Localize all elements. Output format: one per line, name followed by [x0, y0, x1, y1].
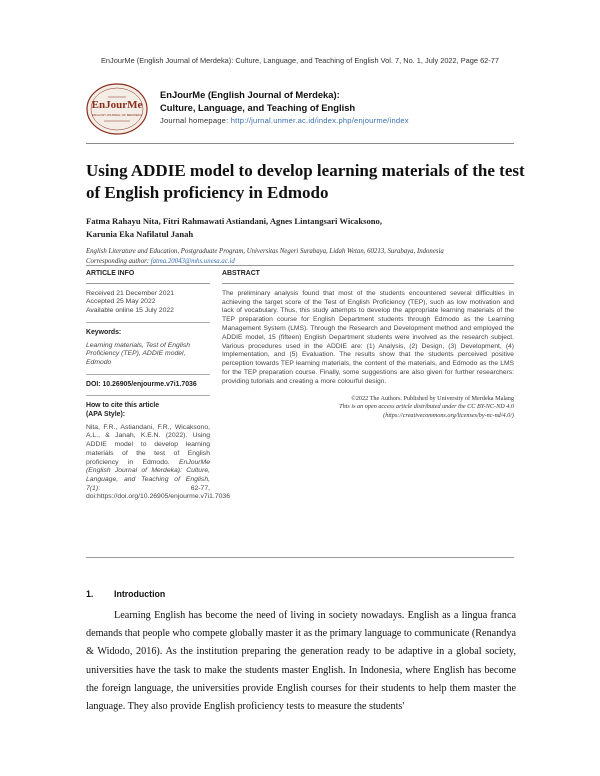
masthead — [86, 83, 526, 139]
divider — [86, 322, 210, 323]
author-list — [86, 215, 526, 240]
paper-title: Using ADDIE model to develop learning materials of the test of English proficiency in Edmodo — [86, 161, 525, 202]
corresponding-email-link[interactable]: fatma.20043@mhs.unesa.ac.id — [150, 257, 235, 265]
abstract-heading: ABSTRACT — [222, 270, 514, 284]
journal-name-line1: EnJourMe (English Journal of Merdeka): — [160, 89, 340, 100]
license-url[interactable]: (https://creativecommons.org/licenses/by-nc-nd/4.0/) — [383, 411, 514, 419]
copyright-line: ©2022 The Authors. Published by University of Merdeka Malang — [351, 394, 514, 402]
citation-journal: EnJourMe (English Journal of Merdeka): Culture, Language, and Teaching of English, 7(1) — [86, 458, 210, 492]
section-number: 1. — [86, 589, 94, 599]
homepage-label: Journal homepage: — [160, 116, 229, 125]
citation-plain: Nita, F.R., Astiandani, F.R., Wicaksono, A.L., & Janah, K.E.N. (2022). Using ADDIE model to develop learning materials of the test of English proficiency in Edmodo. — [86, 423, 210, 466]
online-date: Available online 15 July 2022 — [86, 307, 174, 315]
divider — [86, 374, 210, 375]
abstract-text: The preliminary analysis found that most of the students encountered several difficulties in achieving the target score of the Test of English Proficiency (TEP), such as low motivation and lack of vocabulary. Thus, this study attempts to develop the appropriate learning materials of the TEP preparation course for English Department students through Edmodo as the Learning Management System (LMS). Through the Research and Development method and employed the ADDIE model, 15 (fifteen) English Department students were involved as the research subject. Various procedures used in the ADDIE are: (1) Analysis, (2) Design, (3) Development, (4) Implementation, and (5) Evaluation. The results show that the students perceived positive perception towards TEP learning materials, the content of the materials, and Edmodo as the LMS for the TEP preparation course. Finally, some suggestions are also given for further researchers: providing tutorials and creating a more colourful design. — [222, 289, 514, 385]
running-head: EnJourMe (English Journal of Merdeka): Culture, Language, and Teaching of English Vol. 7, No. 1, July 2022, Page 62-77 — [101, 56, 499, 65]
citation — [86, 423, 230, 502]
section-divider — [86, 265, 514, 266]
logo-text: EnJourMe — [91, 99, 143, 111]
journal-name-line2: Culture, Language, and Teaching of English — [160, 101, 356, 113]
authors-line1: Fatma Rahayu Nita, Fitri Rahmawati Astiandani, Agnes Lintangsari Wicaksono, — [86, 216, 382, 226]
cite-heading-2: (APA Style): — [86, 411, 126, 419]
keywords: Learning materials, Test of English Proficiency (TEP), ADDIE model, Edmodo — [86, 341, 191, 366]
header-divider — [86, 143, 514, 144]
accepted-date: Accepted 25 May 2022 — [86, 298, 156, 306]
authors-line2: Karunia Eka Nafilatul Janah — [86, 228, 194, 239]
abstract-column — [222, 270, 514, 420]
keywords-heading: Keywords: — [86, 328, 122, 336]
section-title: Introduction — [114, 589, 166, 599]
divider — [86, 395, 210, 396]
license-line: This is an open access article distributed under the CC BY-NC-ND 4.0 — [339, 403, 514, 411]
journal-homepage — [160, 116, 409, 125]
citation-tail: : 62-77, doi:https://doi.org/10.26905/enjourme.v7i1.7036 — [86, 484, 230, 501]
doi[interactable]: DOI: 10.26905/enjourme.v7i1.7036 — [86, 380, 197, 388]
article-info-column — [86, 270, 230, 502]
logo-subtext: ENGLISH JOURNAL OF MERDEKA — [91, 113, 143, 117]
received-date: Received 21 December 2021 — [86, 289, 175, 297]
introduction-heading — [86, 589, 165, 599]
affiliation: English Literature and Education, Postgraduate Program, Universitas Negeri Surabaya, Lidah Wetan, 60213, Surabaya, Indonesia — [86, 248, 444, 255]
homepage-link[interactable]: http://jurnal.unmer.ac.id/index.php/enjourme/index — [230, 116, 409, 125]
cite-heading-1: How to cite this article — [86, 402, 160, 410]
article-info-heading: ARTICLE INFO — [86, 270, 210, 284]
introduction-paragraph: Learning English has become the need of living in society nowadays. English as a lingua franca demands that people who compete globally master it as the primary language to communicate (Renandya & Widodo, 2016). As the institution preparing the generation ready to be adaptive in a global society, universities have the task to make the students master English. In Indonesia, where English has become the foreign language, the universities provide English courses for their students to help them master the language. They also provide English proficiency tests to measure the students' — [86, 610, 516, 713]
journal-logo — [86, 83, 148, 135]
corresponding-label: Corresponding author: — [86, 257, 150, 265]
license-block — [222, 395, 514, 421]
journal-info — [160, 89, 409, 125]
section-divider-bottom — [86, 557, 514, 558]
affiliation-block — [86, 247, 526, 266]
